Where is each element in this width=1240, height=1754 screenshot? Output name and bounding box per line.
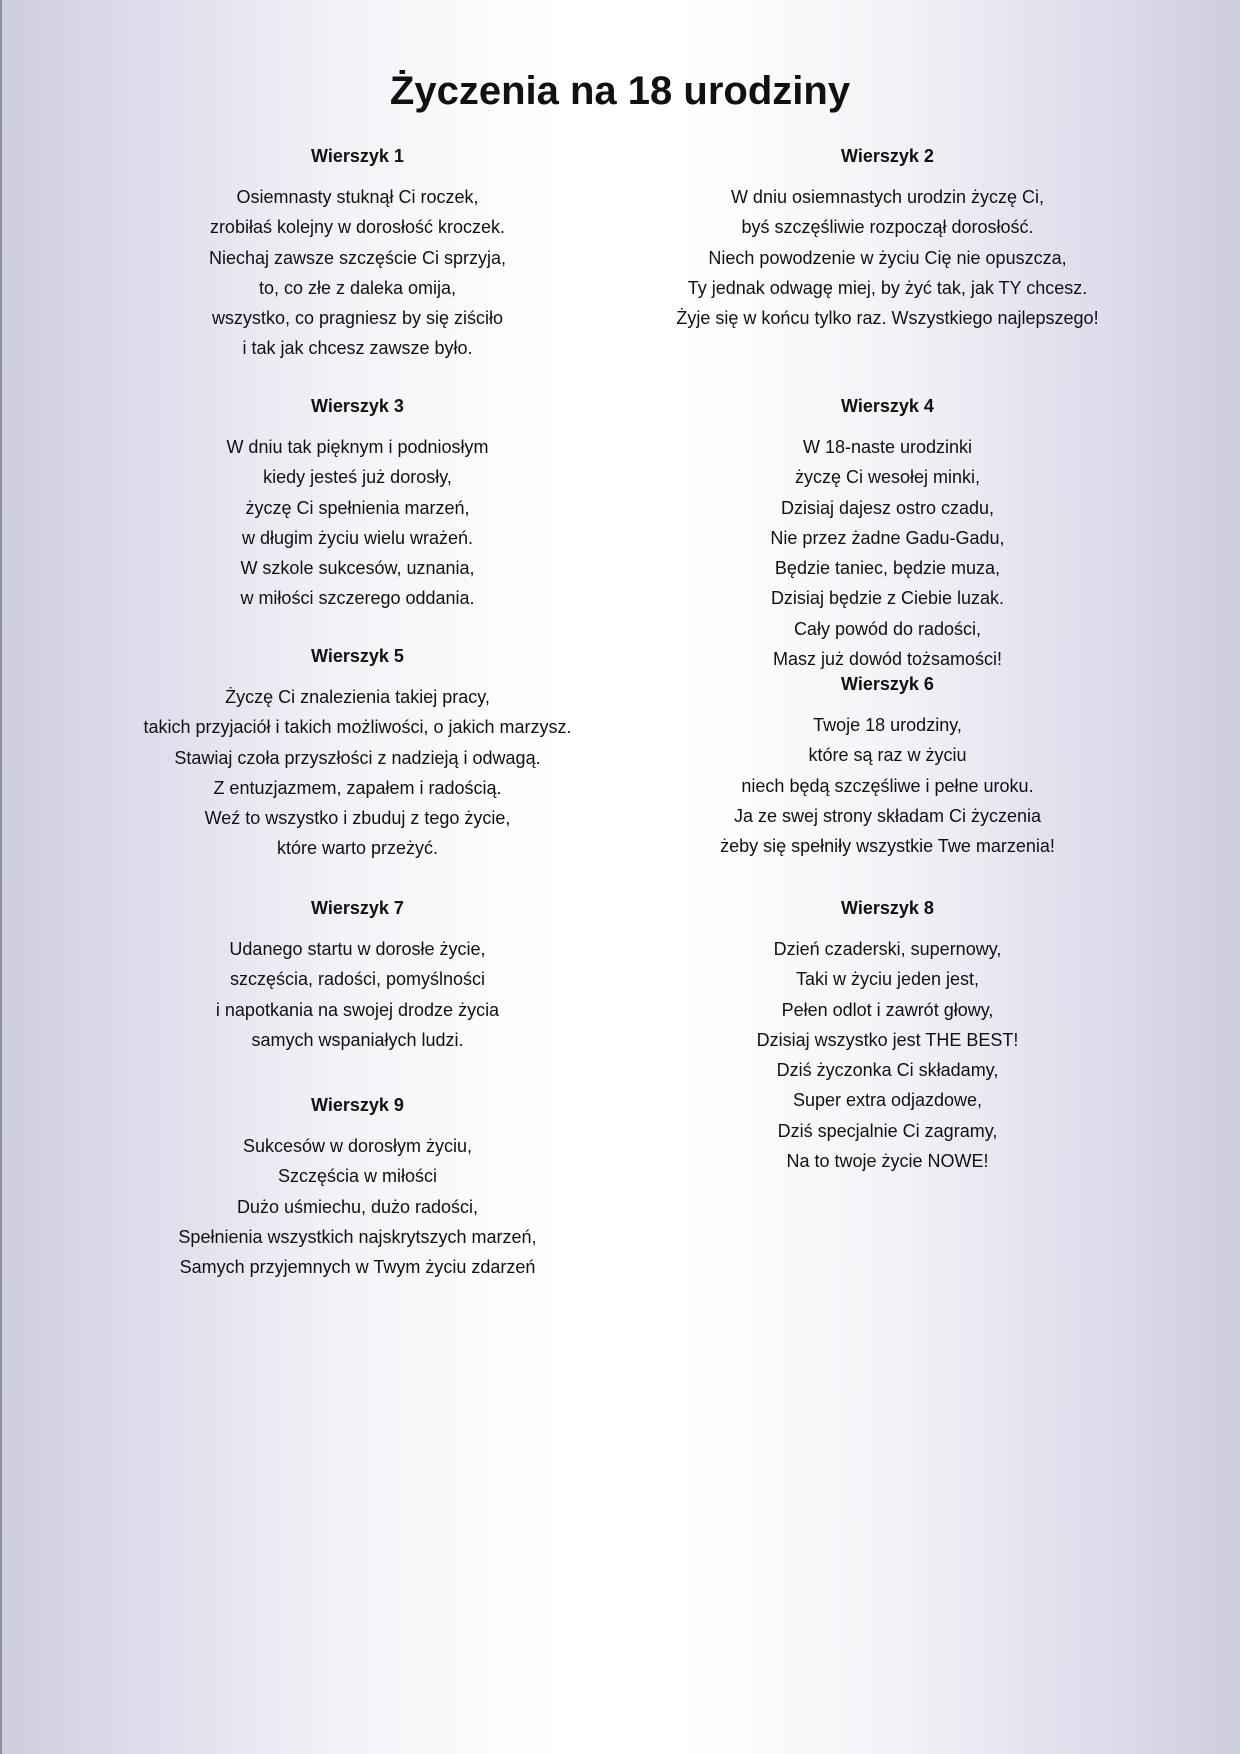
poem-line: Nie przez żadne Gadu-Gadu, [770,527,1005,548]
poem-line: szczęścia, radości, pomyślności [229,969,486,990]
document-title: Życzenia na 18 urodziny [389,68,851,113]
poem-line: Niechaj zawsze szczęście Ci sprzyja, [208,247,507,268]
poem-heading: Wierszyk 5 [311,646,404,666]
poem-block-7 [115,896,600,1055]
poem-line: Życzę Ci znalezienia takiej pracy, [225,687,490,707]
poem-line: Samych przyjemnych w Twym życiu zdarzeń [179,1257,536,1278]
poem-line: Weź to wszystko i zbuduj z tego życie, [204,808,511,829]
poem-line: kiedy jesteś już dorosły, [263,467,452,488]
poem-block-3 [115,394,600,614]
poem-line: W dniu osiemnastych urodzin życzę Ci, [730,187,1045,207]
poem-heading: Wierszyk 2 [841,146,934,166]
poem-line: żeby się spełniły wszystkie Twe marzenia! [720,836,1055,857]
poem-heading: Wierszyk 3 [311,396,404,416]
poem-line: byś szczęśliwie rozpoczął dorosłość. [741,217,1034,238]
poem-line: niech będą szczęśliwe i pełne uroku. [741,775,1034,796]
poem-line: Dziś specjalnie Ci zagramy, [777,1120,998,1141]
poem-heading: Wierszyk 6 [841,674,934,694]
poem-heading: Wierszyk 8 [841,898,934,918]
poem-line: Dzisiaj wszystko jest THE BEST! [756,1029,1019,1050]
poem-heading: Wierszyk 9 [311,1095,404,1115]
poem-line: to, co złe z daleka omija, [258,277,457,298]
poem-line: Ja ze swej strony składam Ci życzenia [733,805,1042,826]
poem-line: które warto przeżyć. [276,838,439,859]
poem-line: Udanego startu w dorosłe życie, [229,939,486,959]
poem-line: życzę Ci spełnienia marzeń, [245,497,470,518]
poem-block-4 [640,394,1135,674]
poem-line: Spełnienia wszystkich najskrytszych marzeń, [178,1226,537,1247]
poem-line: Taki w życiu jeden jest, [795,969,980,990]
poem-line: Cały powód do radości, [793,618,982,639]
poem-line: takich przyjaciół i takich możliwości, o jakich marzysz. [143,717,572,738]
poem-line: zrobiłaś kolejny w dorosłość kroczek. [209,217,506,238]
poem-block-5 [115,644,600,864]
poem-block-9 [115,1093,600,1282]
poem-line: Niech powodzenie w życiu Cię nie opuszcza, [708,247,1067,268]
poem-line: i tak jak chcesz zawsze było. [242,338,473,359]
poem-line: w miłości szczerego oddania. [240,588,475,609]
poem-line: Sukcesów w dorosłym życiu, [242,1136,473,1156]
poem-block-2 [640,144,1135,333]
poem-line: wszystko, co pragniesz by się ziściło [211,308,504,329]
poem-line: Super extra odjazdowe, [792,1090,983,1111]
page-left-border [0,0,2,1754]
poem-line: Dzisiaj będzie z Ciebie luzak. [770,588,1005,609]
poem-line: Z entuzjazmem, zapałem i radością. [213,777,502,798]
poem-line: które są raz w życiu [808,745,967,766]
poem-line: i napotkania na swojej drodze życia [215,999,500,1020]
poem-heading: Wierszyk 1 [311,146,404,166]
poem-line: samych wspaniałych ludzi. [251,1029,464,1050]
poem-line: Ty jednak odwagę miej, by żyć tak, jak TY chcesz. [687,277,1088,298]
poem-heading: Wierszyk 4 [841,396,934,416]
poem-line: Dużo uśmiechu, dużo radości, [236,1196,479,1217]
poem-line: Pełen odlot i zawrót głowy, [781,999,994,1020]
poem-line: Szczęścia w miłości [277,1166,438,1187]
poem-line: W szkole sukcesów, uznania, [240,558,475,579]
poem-line: Będzie taniec, będzie muza, [774,558,1001,579]
poem-line: W 18-naste urodzinki [802,437,973,457]
poem-line: Dzisiaj dajesz ostro czadu, [780,497,995,518]
poem-line: Stawiaj czoła przyszłości z nadzieją i odwagą. [174,747,541,768]
poem-line: życzę Ci wesołej minki, [794,467,981,488]
poem-line: Twoje 18 urodziny, [813,715,962,735]
poem-block-1 [115,144,600,364]
poem-line: w długim życiu wielu wrażeń. [241,527,474,548]
poem-line: Na to twoje życie NOWE! [786,1151,989,1172]
poem-line: Masz już dowód tożsamości! [772,649,1003,670]
poem-line: Żyje się w końcu tylko raz. Wszystkiego najlepszego! [676,308,1099,329]
poem-line: W dniu tak pięknym i podniosłym [226,437,489,457]
poem-line: Dzień czaderski, supernowy, [773,939,1002,959]
poem-block-8 [640,896,1135,1176]
poem-line: Osiemnasty stuknął Ci roczek, [236,187,479,207]
poem-block-6 [640,672,1135,861]
poem-line: Dziś życzonka Ci składamy, [776,1060,999,1081]
poem-heading: Wierszyk 7 [311,898,404,918]
